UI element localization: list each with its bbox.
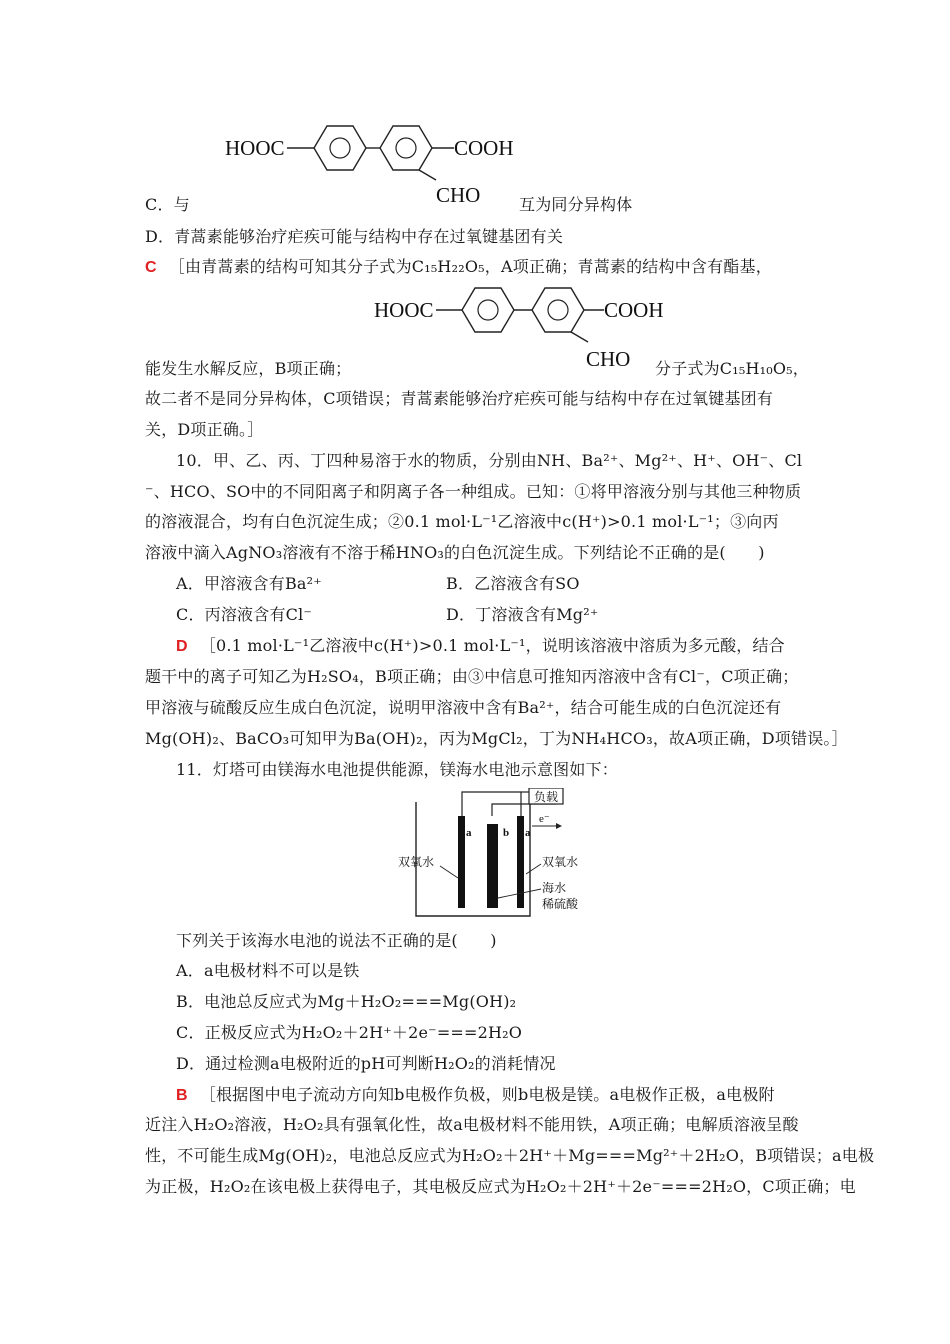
q11-option-c: C．正极反应式为H₂O₂＋2H⁺＋2e⁻===2H₂O xyxy=(176,1023,523,1042)
q9-explanation-line-1 xyxy=(145,256,810,279)
q10-explanation-line-1 xyxy=(176,635,841,658)
q10-stem-line-2: ⁻、HCO、SO中的不同阳离子和阴离子各一种组成。已知：①将甲溶液分别与其他三种物质 xyxy=(145,482,802,501)
q10-option-d: D．丁溶液含有Mg²⁺ xyxy=(446,605,599,624)
q10-explanation-line-3: 甲溶液与硫酸反应生成白色沉淀，说明甲溶液中含有Ba²⁺，结合可能生成的白色沉淀还有 xyxy=(145,698,782,717)
structure-label-hooc: HOOC xyxy=(225,136,285,160)
q10-explanation-line-2: 题干中的离子可知乙为H₂SO₄，B项正确；由③中信息可推知丙溶液中含有Cl⁻，C项正确； xyxy=(145,667,799,686)
q9-explanation-text-1: ［由青蒿素的结构可知其分子式为C₁₅H₂₂O₅，A项正确；青蒿素的结构中含有酯基， xyxy=(168,257,772,276)
q9-explanation-line-3: 故二者不是同分异构体，C项错误；青蒿素能够治疗疟疾可能与结构中存在过氧键基团有 xyxy=(145,389,774,408)
structure-label-cooh: COOH xyxy=(454,136,514,160)
q9-option-d: D．青蒿素能够治疗疟疾可能与结构中存在过氧键基团有关 xyxy=(145,227,564,246)
structure-label-cho: CHO xyxy=(436,183,481,207)
q10-option-c: C．丙溶液含有Cl⁻ xyxy=(176,605,313,624)
q11-explanation-line-4: 为正极，H₂O₂在该电极上获得电子，其电极反应式为H₂O₂＋2H⁺＋2e⁻===2H₂O，C项正确；电 xyxy=(145,1177,856,1196)
q11-answer-letter: B xyxy=(176,1087,188,1104)
right-label-seawater: 海水 xyxy=(542,881,567,895)
q9-option-c-prefix: C．与 xyxy=(145,195,190,214)
q10-options-row-2 xyxy=(176,604,841,626)
q10-stem-line-3: 的溶液混合，均有白色沉淀生成；②0.1 mol·L⁻¹乙溶液中c(H⁺)>0.1 mol·L⁻¹；③向丙 xyxy=(145,512,779,531)
q9-option-c-suffix: 互为同分异构体 xyxy=(519,195,633,214)
right-label-h2o2: 双氧水 xyxy=(542,855,579,869)
electrode-b-label: b xyxy=(503,827,510,839)
q11-stem: 11．灯塔可由镁海水电池提供能源，镁海水电池示意图如下： xyxy=(176,760,618,779)
structure-label-hooc: HOOC xyxy=(374,298,434,322)
q9-explanation-text-2b: 分子式为C₁₅H₁₀O₅， xyxy=(655,359,809,378)
q11-question: 下列关于该海水电池的说法不正确的是( ) xyxy=(176,931,497,950)
electrode-a2-label: a xyxy=(525,827,531,839)
q11-option-b: B．电池总反应式为Mg＋H₂O₂===Mg(OH)₂ xyxy=(176,992,517,1011)
q9-option-c xyxy=(145,194,810,216)
left-label-h2o2: 双氧水 xyxy=(398,855,435,869)
q11-explanation-line-1 xyxy=(176,1084,841,1107)
q10-stem-line-1: 10．甲、乙、丙、丁四种易溶于水的物质，分别由NH、Ba²⁺、Mg²⁺、H⁺、OH⁻、Cl xyxy=(176,451,803,470)
q10-option-a: A．甲溶液含有Ba²⁺ xyxy=(176,574,322,593)
q10-explanation-line-4: Mg(OH)₂、BaCO₃可知甲为Ba(OH)₂，丙为MgCl₂，丁为NH₄HCO₃，故A项正确，D项错误。］ xyxy=(145,729,848,748)
load-label: 负载 xyxy=(533,790,559,804)
q11-option-a: A．a电极材料不可以是铁 xyxy=(176,961,360,980)
q9-answer-letter: C xyxy=(145,259,157,276)
structure-label-cooh: COOH xyxy=(604,298,664,322)
q11-explanation-text-1: ［根据图中电子流动方向知b电极作负极，则b电极是镁。a电极作正极，a电极附 xyxy=(199,1085,775,1104)
q9-explanation-line-4: 关，D项正确。］ xyxy=(145,420,264,439)
q10-options-row-1 xyxy=(176,573,841,595)
q10-option-b: B．乙溶液含有SO xyxy=(446,574,580,593)
q11-option-d: D．通过检测a电极附近的pH可判断H₂O₂的消耗情况 xyxy=(176,1054,556,1073)
q10-stem-line-4: 溶液中滴入AgNO₃溶液有不溶于稀HNO₃的白色沉淀生成。下列结论不正确的是( ) xyxy=(145,543,765,562)
structure-label-cho: CHO xyxy=(586,347,631,371)
electron-label: e⁻ xyxy=(539,813,550,825)
q11-explanation-line-2: 近注入H₂O₂溶液，H₂O₂具有强氧化性，故a电极材料不能用铁，A项正确；电解质溶液呈酸 xyxy=(145,1115,799,1134)
q10-answer-letter: D xyxy=(176,638,188,655)
q11-explanation-line-3: 性，不可能生成Mg(OH)₂，电池总反应式为H₂O₂＋2H⁺＋Mg===Mg²⁺＋2H₂O，B项错误；a电极 xyxy=(145,1146,875,1165)
q10-explanation-text-1: ［0.1 mol·L⁻¹乙溶液中c(H⁺)>0.1 mol·L⁻¹，说明该溶液中溶质为多元酸，结合 xyxy=(199,636,785,655)
electrode-a1-label: a xyxy=(466,827,472,839)
q9-explanation-text-2a: 能发生水解反应，B项正确； xyxy=(145,359,352,378)
electrode-a-left xyxy=(458,816,465,908)
magnesium-seawater-battery-diagram xyxy=(396,788,596,920)
q9-explanation-line-2 xyxy=(145,358,810,380)
electrode-b xyxy=(487,824,498,908)
right-label-dilute-acid: 稀硫酸 xyxy=(542,897,579,911)
